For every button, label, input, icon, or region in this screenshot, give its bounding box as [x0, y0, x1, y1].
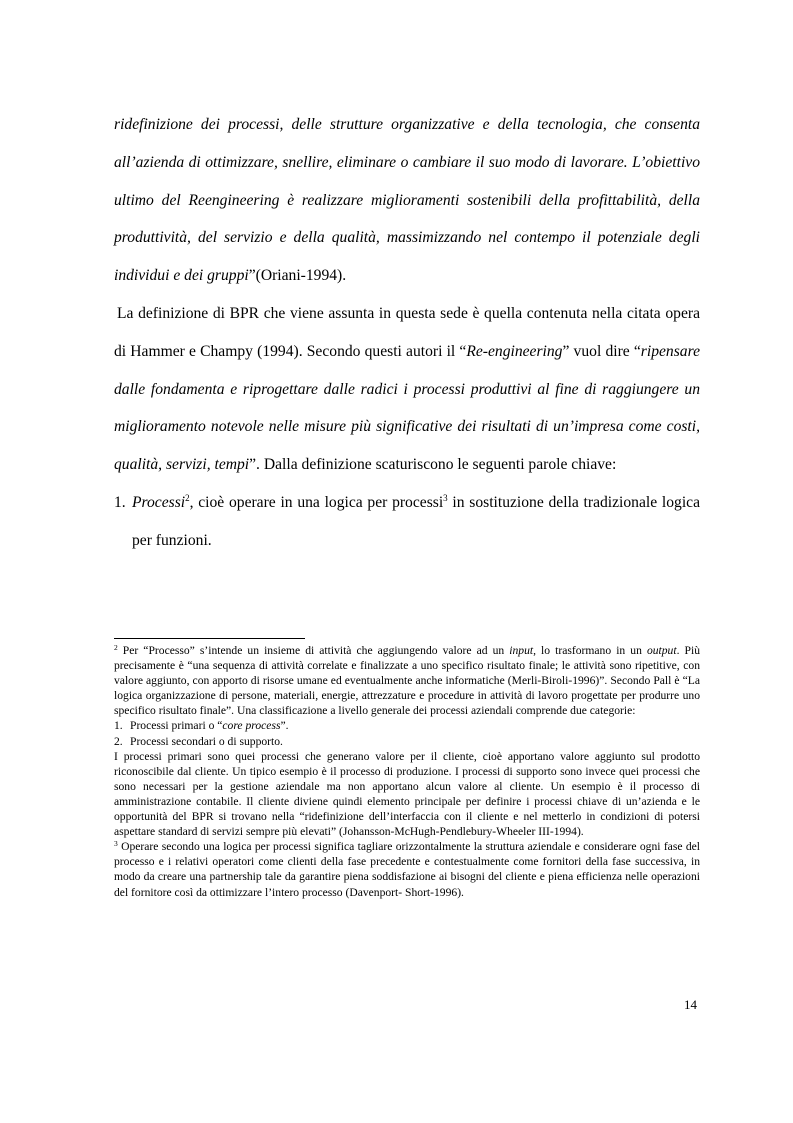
text-run: Processi secondari o di supporto.	[130, 734, 283, 748]
text-run: Per “Processo” s’intende un insieme di attività che aggiungendo valore ad un	[117, 644, 510, 657]
footnote-list-item	[114, 718, 700, 733]
keyword-term: Processi	[132, 493, 186, 511]
list-number: 1.	[114, 493, 126, 511]
list-number: 1.	[114, 719, 123, 733]
footnote-2	[114, 643, 700, 718]
definition-quote: ripensare dalle fondamenta e riprogettare dalle radici i processi produttivi al fine di raggiungere un miglioramento notevole nelle misure più significative dei risultati di un’impresa come costi, qualità, servizi, tempi	[114, 342, 700, 474]
text-run: Operare secondo una logica per processi significa tagliare orizzontalmente la struttura aziendale e considerare ogni fase del processo e i relativi operatori come clienti della fase precedente e contestualmente come fornitori della fase successiva, in modo da creare una partnership tale da garantire piena soddisfazione ai bisogni del cliente e piena efficienza nelle operazioni del fornitore così da ottimizzare l’intero processo (Davenport- Short-1996).	[114, 840, 700, 899]
text-run: ” vuol dire “	[562, 342, 641, 360]
text-run: ”.	[280, 719, 289, 733]
citation: ”(Oriani-1994).	[248, 267, 347, 285]
keyword-list-item	[114, 484, 700, 560]
emphasis-term: core process	[222, 719, 281, 733]
footnote-3	[114, 839, 700, 899]
text-run: , lo trasformano in un	[533, 644, 647, 657]
emphasis-term: Re-engineering	[466, 342, 563, 360]
quote-text: ridefinizione dei processi, delle strutture organizzative e della tecnologia, che consenta all’azienda di ottimizzare, snellire, eliminare o cambiare il suo modo di lavorare. L’obiettivo ultimo del Reengineering è realizzare miglioramenti sostenibili della profittabilità, della produttività, del servizio e della qualità, massimizzando nel contempo il potenziale degli individui e dei gruppi	[114, 116, 700, 285]
footnote-mark: 2	[114, 643, 118, 652]
page-number: 14	[684, 997, 697, 1012]
emphasis-term: output	[646, 644, 677, 657]
paragraph-bpr-definition	[114, 295, 700, 484]
paragraph-quote-continuation	[114, 106, 700, 295]
main-text	[114, 106, 700, 560]
text-run: ”. Dalla definizione scaturiscono le seguenti parole chiave:	[249, 456, 617, 474]
footnote-ref: 3	[443, 492, 448, 503]
text-run: , cioè operare in una logica per processi	[189, 493, 444, 511]
text-run: . Più precisamente è “una sequenza di attività correlate e finalizzate a uno specifico risultato finale; le attività sono ripetitive, con valore aggiunto, con apporto di risorse umane ed eventualmente anche informatiche (Merli-Biroli-1996)”. Secondo Pall è “La logica organizzazione di persone, materiali, energie, attrezzature e procedure in attività di lavoro progettate per produrre uno specifico risultato finale”. Una classificazione a livello generale dei processi aziendali comprende due categorie:	[114, 644, 700, 718]
text-run: Processi primari o “	[130, 719, 223, 733]
emphasis-term: input	[509, 644, 534, 657]
footnote-2-continuation: I processi primari sono quei processi che generano valore per il cliente, cioè apportano valore aggiunto sul prodotto riconoscibile dal cliente. Un tipico esempio è il processo di produzione. I processi di supporto sono invece quei processi che sono necessari per la gestione aziendale ma non apportano alcun valore al cliente. Un esempio è il processo di amministrazione contabile. Il cliente diviene quindi elemento principale per definire i processi chiave di un’azienda e le opportunità del BPR si trovano nella “ridefinizione dell’interfaccia con il cliente e nel metterlo in condizioni di potersi aspettare standard di servizi sempre più elevati” (Johansson-McHugh-Pendlebury-Wheeler III-1994).	[114, 749, 700, 839]
text-run: in sostituzione della tradizionale logica per funzioni.	[132, 493, 700, 549]
footnote-mark: 3	[114, 839, 118, 849]
list-number: 2.	[114, 734, 123, 748]
footnote-separator	[114, 638, 305, 639]
footnote-ref: 2	[185, 492, 190, 503]
footnotes	[114, 643, 700, 900]
footnote-list-item	[114, 734, 700, 749]
text-run: La definizione di BPR che viene assunta in questa sede è quella contenuta nella citata opera di Hammer e Champy (1994). Secondo questi autori il “	[114, 304, 700, 360]
